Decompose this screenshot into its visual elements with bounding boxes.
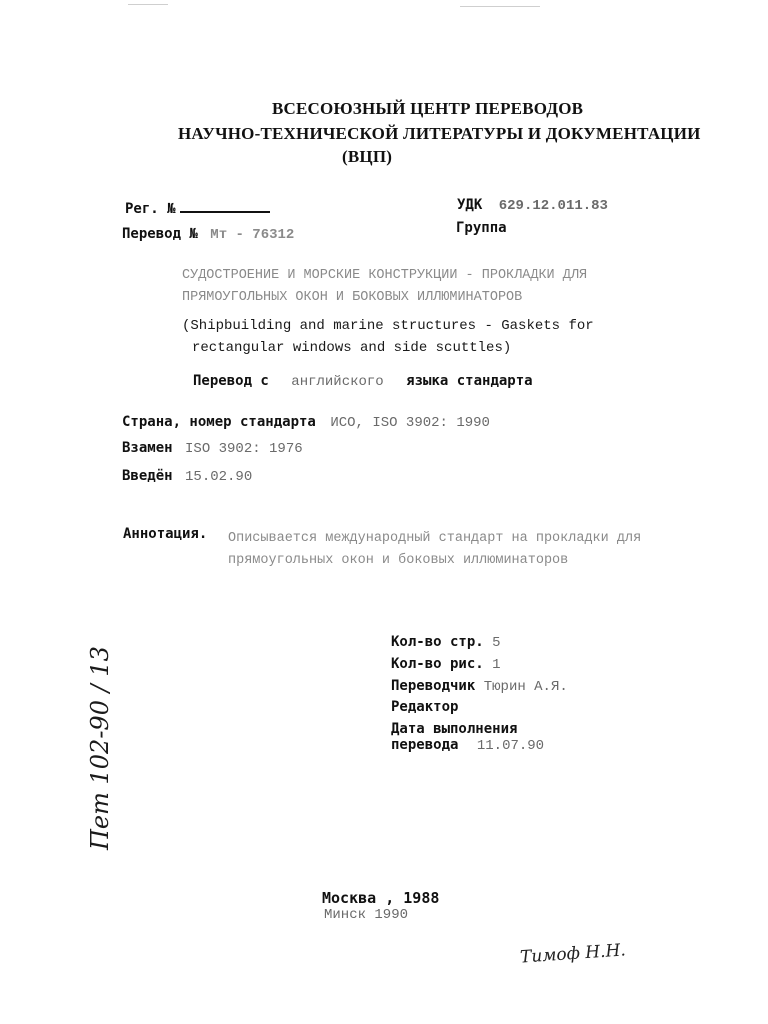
scan-mark [128, 4, 168, 5]
reg-blank-line [180, 197, 270, 213]
translator-label: Переводчик [391, 678, 476, 694]
title-english-line-1: (Shipbuilding and marine structures - Gaskets for [182, 318, 594, 334]
introduced-label: Введён [122, 468, 173, 484]
annotation-line-1: Описывается международный стандарт на прокладки для [228, 531, 642, 546]
replaces-label: Взамен [122, 440, 173, 456]
date-field [391, 737, 544, 754]
translator-value: Тюрин А.Я. [483, 679, 568, 695]
title-russian-line-2: ПРЯМОУГОЛЬНЫХ ОКОН И БОКОВЫХ ИЛЛЮМИНАТОРОВ [182, 290, 523, 305]
figures-count-field [391, 656, 501, 673]
pages-count-value: 5 [492, 635, 501, 651]
udk-field [457, 197, 608, 214]
header-line-2: НАУЧНО-ТЕХНИЧЕСКОЙ ЛИТЕРАТУРЫ И ДОКУМЕНТАЦИИ [178, 124, 701, 143]
title-russian-line-1: СУДОСТРОЕНИЕ И МОРСКИЕ КОНСТРУКЦИИ - ПРОКЛАДКИ ДЛЯ [182, 268, 588, 283]
translation-number-field [122, 226, 294, 243]
pages-count-label: Кол-во стр. [391, 634, 484, 650]
figures-count-label: Кол-во рис. [391, 656, 484, 672]
group-label: Группа [456, 220, 507, 236]
annotation-label: Аннотация. [123, 526, 208, 542]
header-line-3: (ВЦП) [342, 147, 393, 166]
country-standard-value: ИСО, ISO 3902: 1990 [330, 415, 490, 431]
reg-label: Рег. № [125, 201, 176, 217]
figures-count-value: 1 [492, 657, 501, 673]
header-line-1: ВСЕСОЮЗНЫЙ ЦЕНТР ПЕРЕВОДОВ [272, 99, 584, 118]
translator-field [391, 678, 568, 695]
udk-label: УДК [457, 197, 483, 213]
translation-from [193, 373, 533, 390]
translation-number-label: Перевод № [122, 226, 198, 242]
introduced-value: 15.02.90 [185, 469, 253, 485]
introduced-field [122, 468, 252, 485]
annotation-line-2: прямоугольных окон и боковых иллюминаторов [228, 553, 569, 568]
editor-label: Редактор [391, 699, 459, 715]
city-year: Москва , 1988 [322, 889, 440, 907]
translation-from-suffix: языка стандарта [406, 373, 533, 389]
date-value: 11.07.90 [476, 738, 545, 754]
translation-number-value: Мт - 76312 [210, 227, 295, 243]
city-year-typed: Минск 1990 [324, 907, 409, 923]
pages-count-field [391, 634, 501, 651]
country-standard-field [122, 414, 490, 431]
title-english-line-2: rectangular windows and side scuttles) [192, 340, 512, 356]
replaces-field [122, 440, 303, 457]
date-label-line-1: Дата выполнения [391, 721, 518, 737]
translation-from-language: английского [291, 374, 384, 390]
translation-from-prefix: Перевод с [193, 373, 269, 389]
scan-mark [460, 6, 540, 7]
replaces-value: ISO 3902: 1976 [185, 441, 303, 457]
country-standard-label: Страна, номер стандарта [122, 414, 316, 430]
handwritten-margin-note: Пет 102-90 / 13 [86, 646, 114, 850]
udk-value: 629.12.011.83 [498, 198, 608, 214]
date-label-line-2: перевода [391, 737, 459, 753]
reg-field [125, 197, 270, 217]
handwritten-signature: Тимоф Н.Н. [519, 940, 627, 968]
